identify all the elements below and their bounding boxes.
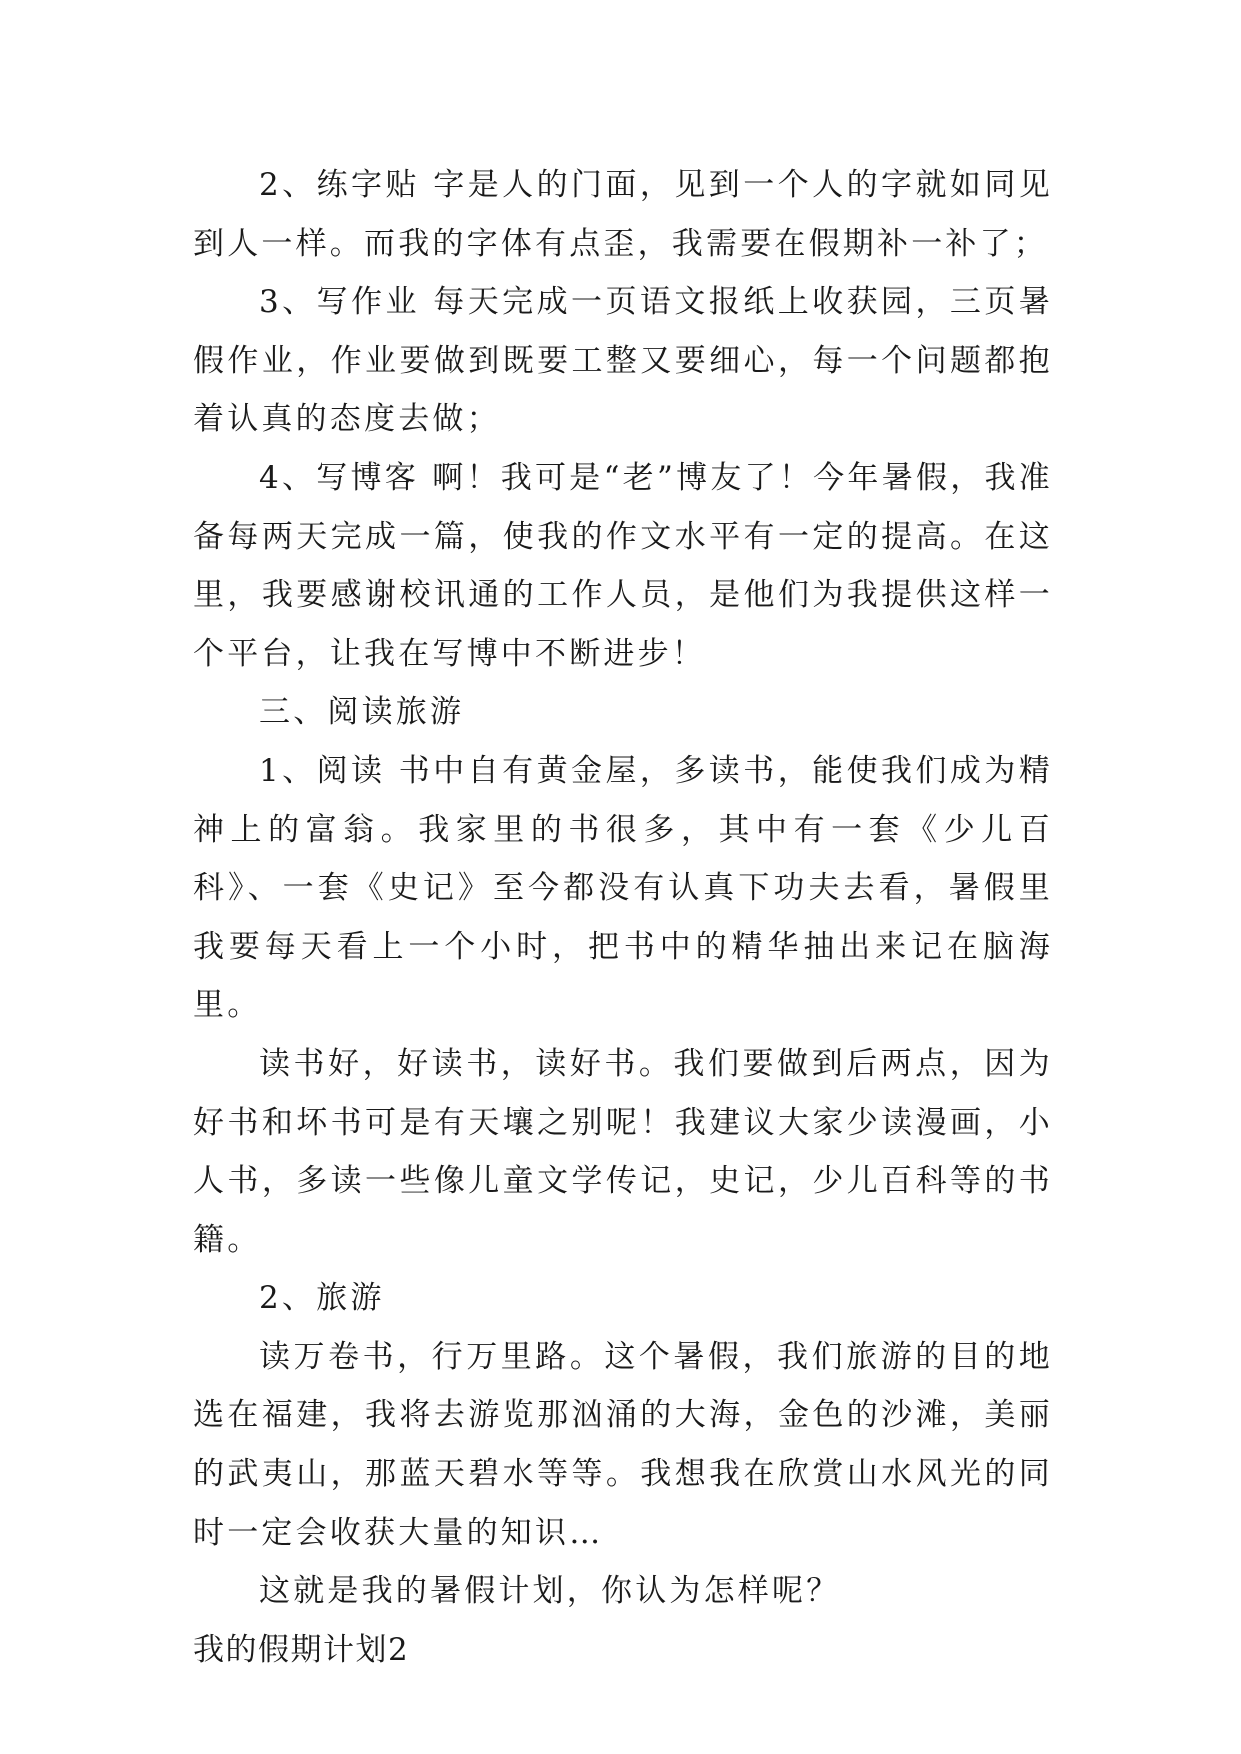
subheading-travel: 2、旅游: [259, 1280, 385, 1317]
document-body: [193, 156, 1053, 1679]
paragraph-calligraphy: 2、练字贴 字是人的门面，见到一个人的字就如同见到人一样。而我的字体有点歪，我需要在假期补一补了；: [193, 167, 1053, 262]
paragraph-reading: 1、阅读 书中自有黄金屋，多读书，能使我们成为精神上的富翁。我家里的书很多，其中有一套《少儿百科》、一套《史记》至今都没有认真下功夫去看，暑假里我要每天看上一个小时，把书中的精华抽出来记在脑海里。: [193, 752, 1053, 1024]
next-article-title: 我的假期计划2: [193, 1631, 410, 1668]
paragraph-travel: 读万卷书，行万里路。这个暑假，我们旅游的目的地选在福建，我将去游览那汹涌的大海，金色的沙滩，美丽的武夷山，那蓝天碧水等等。我想我在欣赏山水风光的同时一定会收获大量的知识…: [193, 1338, 1053, 1551]
paragraph-good-books: 读书好，好读书，读好书。我们要做到后两点，因为好书和坏书可是有天壤之别呢！我建议大家少读漫画，小人书，多读一些像儿童文学传记，史记，少儿百科等的书籍。: [193, 1045, 1053, 1258]
section-heading-reading-travel: 三、阅读旅游: [259, 694, 465, 731]
paragraph-homework: 3、写作业 每天完成一页语文报纸上收获园，三页暑假作业，作业要做到既要工整又要细心，每一个问题都抱着认真的态度去做；: [193, 284, 1053, 438]
paragraph-blog: 4、写博客 啊！我可是“老”博友了！今年暑假，我准备每两天完成一篇，使我的作文水平有一定的提高。在这里，我要感谢校讯通的工作人员，是他们为我提供这样一个平台，让我在写博中不断进步！: [193, 459, 1053, 672]
paragraph-closing: 这就是我的暑假计划，你认为怎样呢？: [259, 1573, 841, 1610]
